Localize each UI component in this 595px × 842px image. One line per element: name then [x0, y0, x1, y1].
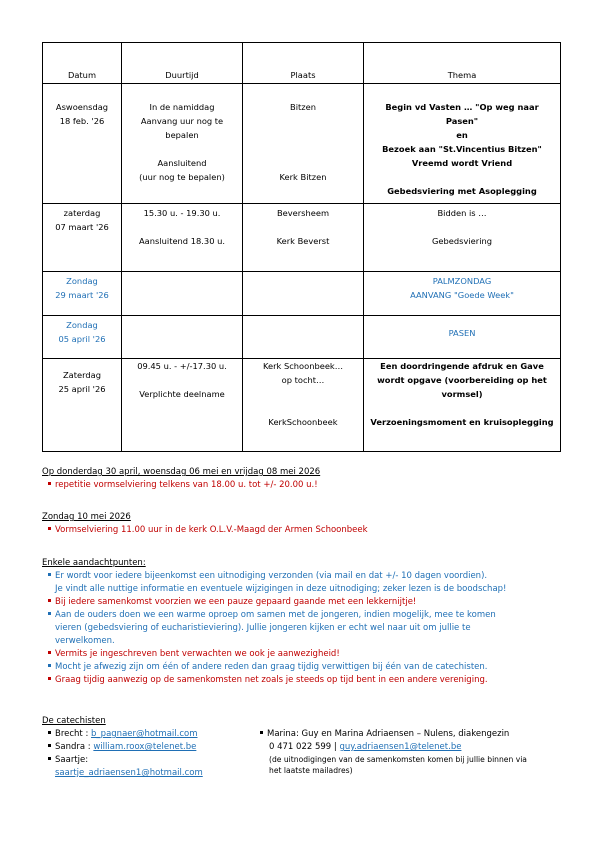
- theme-line: Een doordringende afdruk en Gave: [380, 361, 544, 371]
- marina-phone: 0 471 022 599: [269, 742, 332, 752]
- row1-time: [122, 84, 243, 204]
- date-day: zaterdag: [63, 208, 101, 218]
- rehearsal-section: [42, 466, 320, 492]
- bullet-icon: [48, 599, 51, 602]
- theme-line: Gebedsviering: [431, 236, 493, 246]
- sandra-email-link[interactable]: william.roox@telenet.be: [93, 742, 197, 752]
- row3-place: [243, 272, 364, 316]
- list-item-continuation: vieren (gebedsviering of eucharistieviering). Jullie jongeren kijken er echt wel naar uit om jullie te: [55, 623, 471, 633]
- theme-line: Gebedsviering met Asoplegging: [387, 186, 537, 196]
- list-item-text: Aan de ouders doen we een warme oproep om samen met de jongeren, indien mogelijk, mee te komen: [55, 610, 496, 620]
- table-row: [43, 204, 561, 272]
- catechist-saartje-mail-line: [42, 767, 262, 780]
- bullet-icon: [48, 664, 51, 667]
- marina-line: [260, 728, 560, 741]
- list-item-text: Vormselviering 11.00 uur in de kerk O.L.V.-Maagd der Armen Schoonbeek: [55, 525, 368, 535]
- section-heading: De catechisten: [42, 716, 106, 726]
- time-line: Aansluitend: [157, 158, 207, 168]
- bullet-icon: [48, 482, 51, 485]
- time-line: 15.30 u. - 19.30 u.: [143, 208, 221, 218]
- date-day: Zondag: [66, 320, 98, 330]
- table-header-row: [43, 43, 561, 84]
- row5-place: [243, 359, 364, 452]
- theme-line: Verzoeningsmoment en kruisoplegging: [370, 417, 554, 427]
- bullet-icon: [48, 757, 51, 760]
- marina-email-link[interactable]: guy.adriaensen1@telenet.be: [339, 742, 462, 752]
- catechist-name: Sandra :: [55, 742, 91, 752]
- theme-line: Bidden is …: [437, 208, 487, 218]
- saartje-email-link[interactable]: saartje_adriaensen1@hotmail.com: [55, 768, 203, 778]
- bullet-icon: [48, 731, 51, 734]
- theme-line: Pasen": [445, 116, 479, 126]
- list-item-text: repetitie vormselviering telkens van 18.00 u. tot +/- 20.00 u.!: [55, 480, 318, 490]
- row1-date: [43, 84, 122, 204]
- bullet-icon: [48, 573, 51, 576]
- bullet-icon: [48, 677, 51, 680]
- date-day: Aswoensdag: [55, 102, 109, 112]
- list-item-text: Bij iedere samenkomst voorzien we een pauze gepaard gaande met een lekkernijtje!: [55, 597, 417, 607]
- table-row: [43, 316, 561, 359]
- row3-time: [122, 272, 243, 316]
- list-item: [42, 570, 562, 583]
- theme-line: PASEN: [448, 328, 476, 338]
- catechist-name: Marina: Guy en Marina Adriaensen – Nulens, diakengezin: [267, 729, 510, 739]
- date-day: Zaterdag: [62, 370, 101, 380]
- place-line: Beversheem: [276, 208, 330, 218]
- row4-time: [122, 316, 243, 359]
- row2-date: [43, 204, 122, 272]
- row4-theme: [364, 316, 561, 359]
- time-line: 09.45 u. - +/-17.30 u.: [137, 361, 227, 371]
- header-plaats: Plaats: [243, 43, 364, 84]
- list-item-text: Graag tijdig aanwezig op de samenkomsten net zoals je steeds op tijd bent in een andere vereniging.: [55, 675, 488, 685]
- list-item: [42, 609, 562, 622]
- list-item: [42, 596, 562, 609]
- table-row: [43, 359, 561, 452]
- time-line: (uur nog te bepalen): [139, 172, 225, 182]
- date-value: 07 maart '26: [55, 222, 109, 232]
- time-line: Aansluitend 18.30 u.: [138, 236, 225, 246]
- bullet-icon: [48, 612, 51, 615]
- list-item-text: Er wordt voor iedere bijeenkomst een uitnodiging verzonden (via mail en dat +/- 10 dagen voordien).: [55, 571, 488, 581]
- row1-theme: [364, 84, 561, 204]
- theme-line: en: [456, 130, 468, 140]
- catechist-sandra: [42, 741, 262, 754]
- list-item-text: Mocht je afwezig zijn om één of andere reden dan graag tijdig verwittigen bij één van de catechisten.: [55, 662, 488, 672]
- list-item: [42, 479, 320, 492]
- section-heading: Zondag 10 mei 2026: [42, 512, 131, 522]
- bullet-icon: [48, 527, 51, 530]
- theme-line: wordt opgave (voorbereiding op het: [377, 375, 547, 385]
- date-value: 18 feb. '26: [59, 116, 105, 126]
- theme-line: AANVANG "Goede Week": [410, 290, 514, 300]
- catechist-marina: [260, 728, 560, 776]
- row5-date: [43, 359, 122, 452]
- time-line: Verplichte deelname: [139, 389, 225, 399]
- mail-note: (de uitnodigingen van de samenkomsten komen bij jullie binnen via: [269, 755, 527, 764]
- theme-line: Begin vd Vasten … "Op weg naar: [385, 102, 539, 112]
- date-value: 05 april '26: [58, 334, 106, 344]
- time-line: Aanvang uur nog te: [140, 116, 224, 126]
- catechist-saartje: [42, 754, 262, 767]
- row2-theme: [364, 204, 561, 272]
- row3-date: [43, 272, 122, 316]
- bullet-icon: [260, 731, 263, 734]
- catechists-section: [42, 715, 262, 780]
- date-day: Zondag: [66, 276, 98, 286]
- time-line: bepalen: [165, 130, 199, 140]
- catechist-brecht: [42, 728, 262, 741]
- section-heading: Op donderdag 30 april, woensdag 06 mei en vrijdag 08 mei 2026: [42, 467, 321, 477]
- row5-theme: [364, 359, 561, 452]
- list-item: [42, 674, 562, 687]
- row4-place: [243, 316, 364, 359]
- separator: |: [333, 742, 337, 752]
- time-line: In de namiddag: [149, 102, 215, 112]
- theme-line: Vreemd wordt Vriend: [411, 158, 513, 168]
- row1-place: [243, 84, 364, 204]
- place-line: Kerk Schoonbeek…: [262, 361, 344, 371]
- row2-time: [122, 204, 243, 272]
- catechist-name: Saartje:: [55, 755, 89, 765]
- schedule-table: [42, 42, 561, 452]
- header-datum: Datum: [43, 43, 122, 84]
- header-duurtijd: Duurtijd: [122, 43, 243, 84]
- row3-theme: [364, 272, 561, 316]
- theme-line: PALMZONDAG: [432, 276, 492, 286]
- place-line: Kerk Beverst: [276, 236, 330, 246]
- list-item: [42, 524, 368, 537]
- list-item-continuation: Je vindt alle nuttige informatie en eventuele wijzigingen in deze uitnodiging; zeker lezen is de boodschap!: [55, 584, 507, 594]
- bullet-icon: [48, 651, 51, 654]
- header-thema: Thema: [364, 43, 561, 84]
- confirmation-section: [42, 511, 368, 537]
- place-line: Bitzen: [290, 102, 316, 112]
- place-line: Kerk Bitzen: [279, 172, 327, 182]
- date-value: 25 april '26: [58, 384, 106, 394]
- theme-line: vormsel): [441, 389, 483, 399]
- bullet-icon: [48, 744, 51, 747]
- date-value: 29 maart '26: [55, 290, 109, 300]
- section-heading: Enkele aandachtpunten:: [42, 558, 146, 568]
- row4-date: [43, 316, 122, 359]
- row2-place: [243, 204, 364, 272]
- attention-points-section: [42, 557, 562, 687]
- mail-note: het laatste mailadres): [269, 766, 353, 775]
- list-item: [42, 661, 562, 674]
- row5-time: [122, 359, 243, 452]
- table-row: [43, 272, 561, 316]
- list-item-continuation: verwelkomen.: [55, 636, 115, 646]
- catechist-name: Brecht :: [55, 729, 89, 739]
- theme-line: Bezoek aan "St.Vincentius Bitzen": [382, 144, 542, 154]
- list-item-text: Vermits je ingeschreven bent verwachten we ook je aanwezigheid!: [55, 649, 340, 659]
- marina-contact: [260, 741, 560, 754]
- place-line: KerkSchoonbeek: [268, 417, 338, 427]
- list-item: [42, 648, 562, 661]
- table-row: [43, 84, 561, 204]
- brecht-email-link[interactable]: b_pagnaer@hotmail.com: [91, 729, 198, 739]
- place-line: op tocht…: [281, 375, 325, 385]
